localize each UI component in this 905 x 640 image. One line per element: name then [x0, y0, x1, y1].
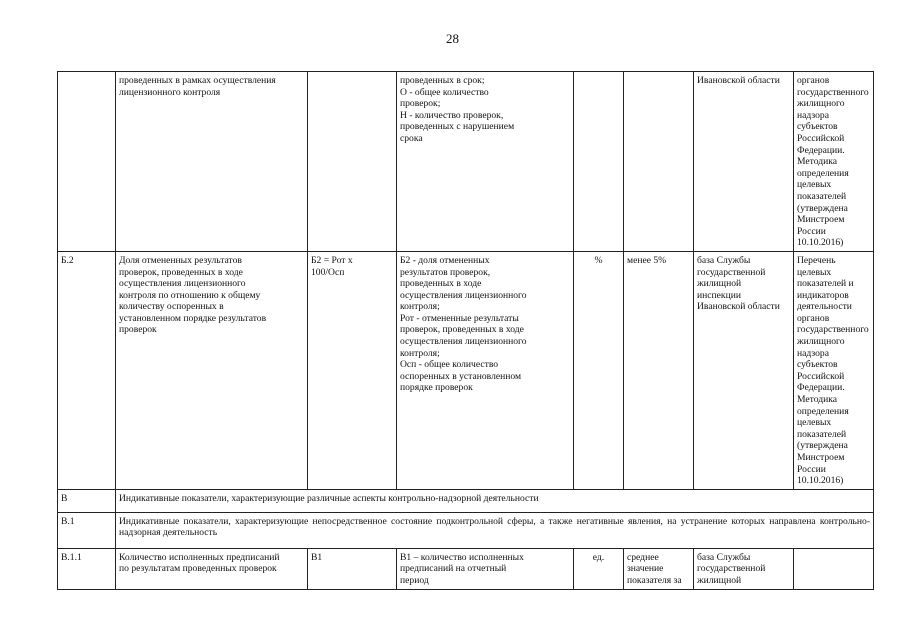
- cell-source: база Службы государственной жилищной: [694, 548, 794, 589]
- cell-unit: [574, 72, 624, 252]
- cell-code: Б.2: [58, 251, 116, 489]
- cell-formula: В1: [308, 548, 397, 589]
- page-number: 28: [446, 31, 459, 46]
- cell-source: Ивановской области: [694, 72, 794, 252]
- table-row: [58, 251, 874, 489]
- cell-formula: [308, 72, 397, 252]
- section-code: В.1: [58, 512, 116, 548]
- cell-basis: [794, 548, 874, 589]
- cell-indicator-name: Доля отмененных результатов проверок, проведенных в ходе осуществления лицензионного контроля по отношению к общему количеству оспоренных в установленном порядке результатов проверок: [116, 251, 308, 489]
- cell-target: [624, 72, 694, 252]
- cell-basis: Перечень целевых показателей и индикаторов деятельности органов государственного жилищного надзора субъектов Российской Федерации. Методика определения целевых показателей (утверждена Минстроем России 10.10.2016): [794, 251, 874, 489]
- section-title: Индикативные показатели, характеризующие различные аспекты контрольно-надзорной деятельности: [116, 489, 874, 512]
- table-row: [58, 548, 874, 589]
- cell-indicator-name: проведенных в рамках осуществления лицензионного контроля: [116, 72, 308, 252]
- cell-code: [58, 72, 116, 252]
- section-row: [58, 512, 874, 548]
- section-row: [58, 489, 874, 512]
- cell-description: Б2 - доля отмененных результатов проверок, проведенных в ходе осуществления лицензионного контроля; Рот - отмененные результаты проверок, проведенных в ходе осуществления лицензионного контроля; Осп - общее количество оспоренных в установленном порядке проверок: [397, 251, 574, 489]
- cell-unit: %: [574, 251, 624, 489]
- cell-indicator-name: Количество исполненных предписаний по результатам проведенных проверок: [116, 548, 308, 589]
- cell-target: менее 5%: [624, 251, 694, 489]
- cell-basis: органов государственного жилищного надзора субъектов Российской Федерации. Методика определения целевых показателей (утверждена Минстроем России 10.10.2016): [794, 72, 874, 252]
- section-code: В: [58, 489, 116, 512]
- cell-unit: ед.: [574, 548, 624, 589]
- cell-formula: Б2 = Рот х 100/Осп: [308, 251, 397, 489]
- cell-code: В.1.1: [58, 548, 116, 589]
- cell-description: В1 – количество исполненных предписаний на отчетный период: [397, 548, 574, 589]
- table-row: [58, 72, 874, 252]
- section-title: Индикативные показатели, характеризующие непосредственное состояние подконтрольной сферы, а также негативные явления, на устранение которых направлена контрольно-надзорная деятельность: [116, 512, 874, 548]
- indicators-table: [57, 71, 874, 590]
- cell-description: проведенных в срок; О - общее количество проверок; Н - количество проверок, проведенных с нарушением срока: [397, 72, 574, 252]
- cell-source: база Службы государственной жилищной инспекции Ивановской области: [694, 251, 794, 489]
- cell-target: среднее значение показателя за: [624, 548, 694, 589]
